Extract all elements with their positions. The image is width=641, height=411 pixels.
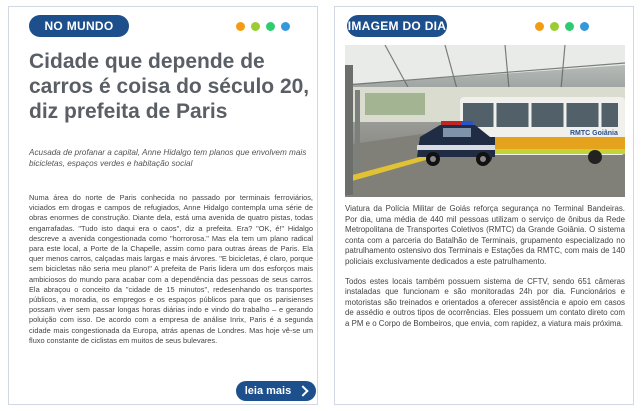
article-headline: Cidade que depende de carros é coisa do século 20, diz prefeita de Paris — [29, 50, 310, 123]
dot-lime — [550, 22, 559, 31]
news-panel — [8, 6, 318, 405]
dot-lime — [251, 22, 260, 31]
article-body: Numa área do norte de Paris conhecida no passado por terminais ferroviários, viciados em drogas e campos de refugiados, Anne Hidalgo contempla uma série de obras enormes de construção. Diante dela, está uma avenida de quatro pistas, todas engarrafadas. "Tudo isto daqui era o caos", diz a prefeita. Era? "OK, é!" Hidalgo descreve a avenida congestionada como "horrorosa." Mas ela tem um plano radical para este local, a Porte de la Chapelle, assim como para outras áreas de Paris. Ela quer menos carros, calçadas mais largas e mais árvores. "E bicicletas, é claro, porque sem bicicletas não seria meu plano!" A prefeita de Paris lidera um dos esforços mais ambiciosos do mundo para acabar com a dependência das pessoas de seus carros. Ela abraçou o conceito da "cidade de 15 minutos", redesenhando os transportes públicos, a moradia, os empregos e os espaços públicos para que os parisienses possam viver sem passar longas horas diárias indo e vindo do trabalho – e gerando poluição com isso. De acordo com a empresa de análise Inrix, Paris é a segunda cidade mais congestionada da Europa, atrás apenas de Londres. Mas hoje vê-se um fluxo constante de ciclistas em muitos de seus bulevares. — [29, 193, 313, 345]
bus-terminal-illustration — [345, 45, 625, 197]
terminal-photo — [345, 45, 625, 197]
read-more-button[interactable] — [236, 381, 316, 401]
bus-brand-text: RMTC Goiânia — [570, 130, 618, 137]
section-badge: NO MUNDO — [29, 15, 129, 37]
caption-paragraph: Viatura da Polícia Militar de Goiás reforça segurança no Terminal Bandeiras. Por dia, uma média de 440 mil pessoas utilizam o serviço de ônibus da Rede Metropolitana de Transportes Coletivos (RMTC) da Grande Goiânia. O sistema conta com a parceria do Batalhão de Terminais, grupamento especializado no patrulhamento ostensivo dos Terminais e Estações da RMTC, com mais de 140 policiais exclusivamente dedicados a este patrulhamento. — [345, 204, 625, 266]
article-subtitle: Acusada de profanar a capital, Anne Hidalgo tem planos que envolvem mais bicicletas, espaços verdes e habitação social — [29, 148, 307, 168]
dot-blue — [281, 22, 290, 31]
dot-green — [266, 22, 275, 31]
caption-paragraph: Todos estes locais também possuem sistema de CFTV, sendo 651 câmeras instaladas que funcionam e são monitoradas 24h por dia. Funcionários e motoristas são treinados e orientados a oferecer assistência e apoio em casos de assédio e outros tipos de ocorrências. Eles possuem um contato direto com a PM e o Corpo de Bombeiros, que envia, com rapidez, a viatura mais próxima. — [345, 276, 625, 328]
dot-blue — [580, 22, 589, 31]
section-badge: IMAGEM DO DIA — [347, 15, 447, 37]
dot-orange — [236, 22, 245, 31]
photo-caption — [345, 204, 625, 330]
dot-orange — [535, 22, 544, 31]
chevron-right-icon — [298, 385, 309, 396]
decorative-dots — [236, 22, 290, 31]
image-of-day-panel — [334, 6, 634, 405]
dot-green — [565, 22, 574, 31]
decorative-dots — [535, 22, 589, 31]
read-more-label: leia mais — [244, 385, 292, 397]
